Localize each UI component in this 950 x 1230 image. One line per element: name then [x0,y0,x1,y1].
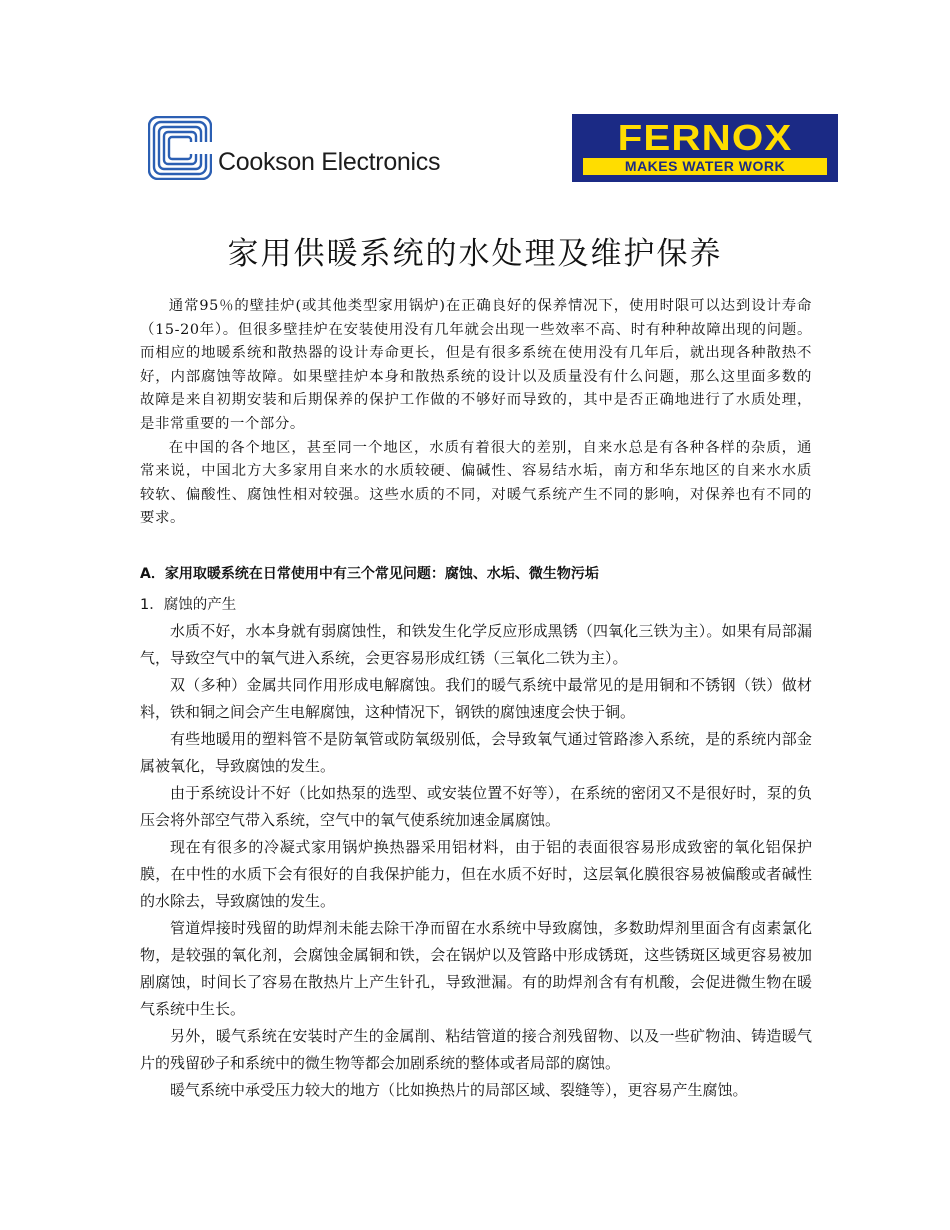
body-paragraph: 由于系统设计不好（比如热泵的选型、或安装位置不好等），在系统的密闭又不是很好时，泵的负压会将外部空气带入系统，空气中的氧气使系统加速金属腐蚀。 [140,784,812,829]
cookson-electronics-logo [148,114,448,186]
body-paragraph: 管道焊接时残留的助焊剂未能去除干净而留在水系统中导致腐蚀，多数助焊剂里面含有卤素氯化物，是较强的氧化剂，会腐蚀金属铜和铁，会在锅炉以及管路中形成锈斑，这些锈斑区域更容易被加剧腐蚀，时间长了容易在散热片上产生针孔，导致泄漏。有的助焊剂含有有机酸，会促进微生物在暖气系统中生长。 [140,919,812,1018]
fernox-logo-tagline: MAKES WATER WORK [583,158,827,175]
body-paragraph: 有些地暖用的塑料管不是防氧管或防氧级别低，会导致氧气通过管路渗入系统，是的系统内部金属被氧化，导致腐蚀的发生。 [140,730,812,775]
body-paragraph: 现在有很多的冷凝式家用锅炉换热器采用铝材料，由于铝的表面很容易形成致密的氧化铝保护膜，在中性的水质下会有很好的自我保护能力，但在水质不好时，这层氧化膜很容易被偏酸或者碱性的水除去，导致腐蚀的发生。 [140,838,812,910]
body-paragraph: 水质不好，水本身就有弱腐蚀性，和铁发生化学反应形成黑锈（四氧化三铁为主）。如果有局部漏气，导致空气中的氧气进入系统，会更容易形成红锈（三氧化二铁为主）。 [140,622,812,667]
intro-paragraph: 通常95％的壁挂炉(或其他类型家用锅炉)在正确良好的保养情况下，使用时限可以达到设计寿命（15-20年）。但很多壁挂炉在安装使用没有几年就会出现一些效率不高、时有种种故障出现的问题。而相应的地暖系统和散热器的设计寿命更长，但是有很多系统在使用没有几年后，就出现各种散热不好，内部腐蚀等故障。如果壁挂炉本身和散热系统的设计以及质量没有什么问题，那么这里面多数的故障是来自初期安装和后期保养的保护工作做的不够好而导致的，其中是否正确地进行了水质处理，是非常重要的一个部分。 [140,298,812,432]
document-title: 家用供暖系统的水处理及维护保养 [227,236,723,272]
header-logos [140,114,840,186]
body-paragraph: 双（多种）金属共同作用形成电解腐蚀。我们的暖气系统中最常见的是用铜和不锈钢（铁）做材料，铁和铜之间会产生电解腐蚀，这种情况下，钢铁的腐蚀速度会快于铜。 [140,676,812,721]
body-paragraph: 暖气系统中承受压力较大的地方（比如换热片的局部区域、裂缝等），更容易产生腐蚀。 [170,1081,748,1099]
section-a-heading: A．家用取暖系统在日常使用中有三个常见问题：腐蚀、水垢、微生物污垢 [140,566,599,582]
cookson-c-mark-icon [148,116,212,180]
fernox-logo-name: FERNOX [617,117,793,158]
fernox-logo [572,114,838,182]
cookson-logo-text: Cookson Electronics [218,148,441,176]
intro-paragraph: 在中国的各个地区，甚至同一个地区，水质有着很大的差别，自来水总是有各种各样的杂质，通常来说，中国北方大多家用自来水的水质较硬、偏碱性、容易结水垢，南方和华东地区的自来水水质较软、偏酸性、腐蚀性相对较强。这些水质的不同，对暖气系统产生不同的影响，对保养也有不同的要求。 [140,439,812,527]
body-paragraph: 另外，暖气系统在安装时产生的金属削、粘结管道的接合剂残留物、以及一些矿物油、铸造暖气片的残留砂子和系统中的微生物等都会加剧系统的整体或者局部的腐蚀。 [140,1027,812,1072]
corrosion-section-body [140,618,812,1104]
intro-section [140,295,812,531]
subsection-1-heading: 1．腐蚀的产生 [140,597,237,613]
